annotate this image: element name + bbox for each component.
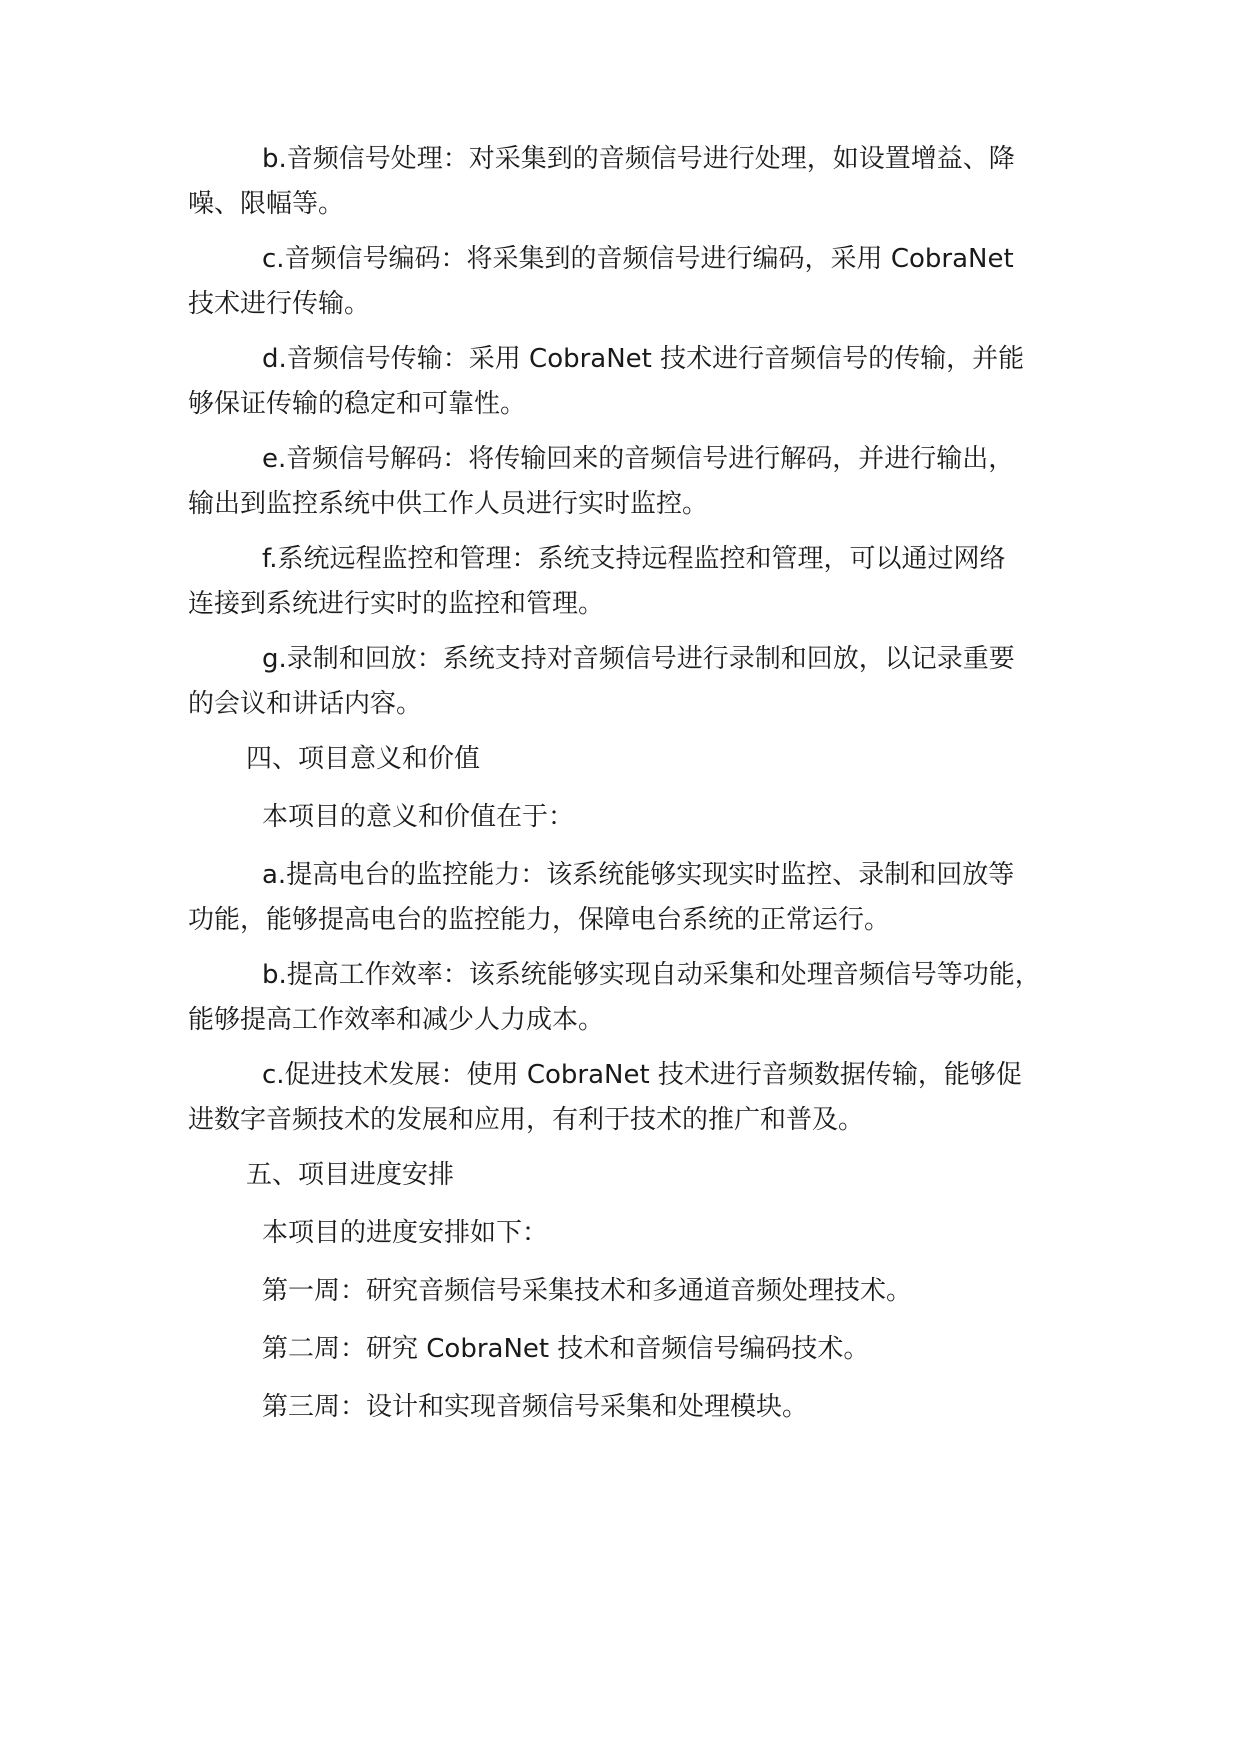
text-line: 技术进行传输。 (188, 289, 371, 319)
paragraph-a-monitoring-capability (188, 853, 1088, 943)
schedule-item-week-1 (188, 1269, 1088, 1314)
paragraph-schedule-intro (188, 1211, 1088, 1256)
schedule-item-week-3 (188, 1385, 1088, 1430)
text-line: g.录制和回放：系统支持对音频信号进行录制和回放，以记录重要 (262, 644, 1015, 674)
text-line: 第三周：设计和实现音频信号采集和处理模块。 (262, 1392, 809, 1422)
text-line: 本项目的意义和价值在于： (262, 802, 575, 832)
text-line: c.促进技术发展：使用 CobraNet 技术进行音频数据传输，能够促 (262, 1060, 1022, 1090)
text-line: 噪、限幅等。 (188, 189, 345, 219)
text-line: 的会议和讲话内容。 (188, 689, 423, 719)
paragraph-significance-intro (188, 795, 1088, 840)
text-line: e.音频信号解码：将传输回来的音频信号进行解码，并进行输出， (262, 444, 1015, 474)
paragraph-c-audio-encoding (188, 237, 1088, 327)
heading-text: 四、项目意义和价值 (246, 744, 481, 774)
paragraph-b-audio-processing (188, 137, 1088, 227)
text-line: 本项目的进度安排如下： (262, 1218, 549, 1248)
schedule-item-week-2 (188, 1327, 1088, 1372)
text-line: 能够提高工作效率和减少人力成本。 (188, 1005, 605, 1035)
text-line: 连接到系统进行实时的监控和管理。 (188, 589, 605, 619)
paragraph-c-tech-development (188, 1053, 1088, 1143)
text-line: 进数字音频技术的发展和应用，有利于技术的推广和普及。 (188, 1105, 865, 1135)
text-line: 输出到监控系统中供工作人员进行实时监控。 (188, 489, 709, 519)
section-heading-schedule (188, 1153, 1088, 1198)
text-line: d.音频信号传输：采用 CobraNet 技术进行音频信号的传输，并能 (262, 344, 1025, 374)
text-line: c.音频信号编码：将采集到的音频信号进行编码，采用 CobraNet (262, 244, 1014, 274)
text-line: b.音频信号处理：对采集到的音频信号进行处理，如设置增益、降 (262, 144, 1015, 174)
text-line: 第一周：研究音频信号采集技术和多通道音频处理技术。 (262, 1276, 913, 1306)
paragraph-f-remote-management (188, 537, 1088, 627)
text-line: 功能，能够提高电台的监控能力，保障电台系统的正常运行。 (188, 905, 891, 935)
paragraph-g-recording-playback (188, 637, 1088, 727)
text-line: f.系统远程监控和管理：系统支持远程监控和管理，可以通过网络 (262, 544, 1006, 574)
paragraph-b-work-efficiency (188, 953, 1088, 1043)
paragraph-e-audio-decoding (188, 437, 1088, 527)
text-line: b.提高工作效率：该系统能够实现自动采集和处理音频信号等功能， (262, 960, 1041, 990)
section-heading-significance (188, 737, 1088, 782)
heading-text: 五、项目进度安排 (246, 1160, 455, 1190)
text-line: 够保证传输的稳定和可靠性。 (188, 389, 527, 419)
text-line: 第二周：研究 CobraNet 技术和音频信号编码技术。 (262, 1334, 870, 1364)
text-line: a.提高电台的监控能力：该系统能够实现实时监控、录制和回放等 (262, 860, 1015, 890)
paragraph-d-audio-transmission (188, 337, 1088, 427)
